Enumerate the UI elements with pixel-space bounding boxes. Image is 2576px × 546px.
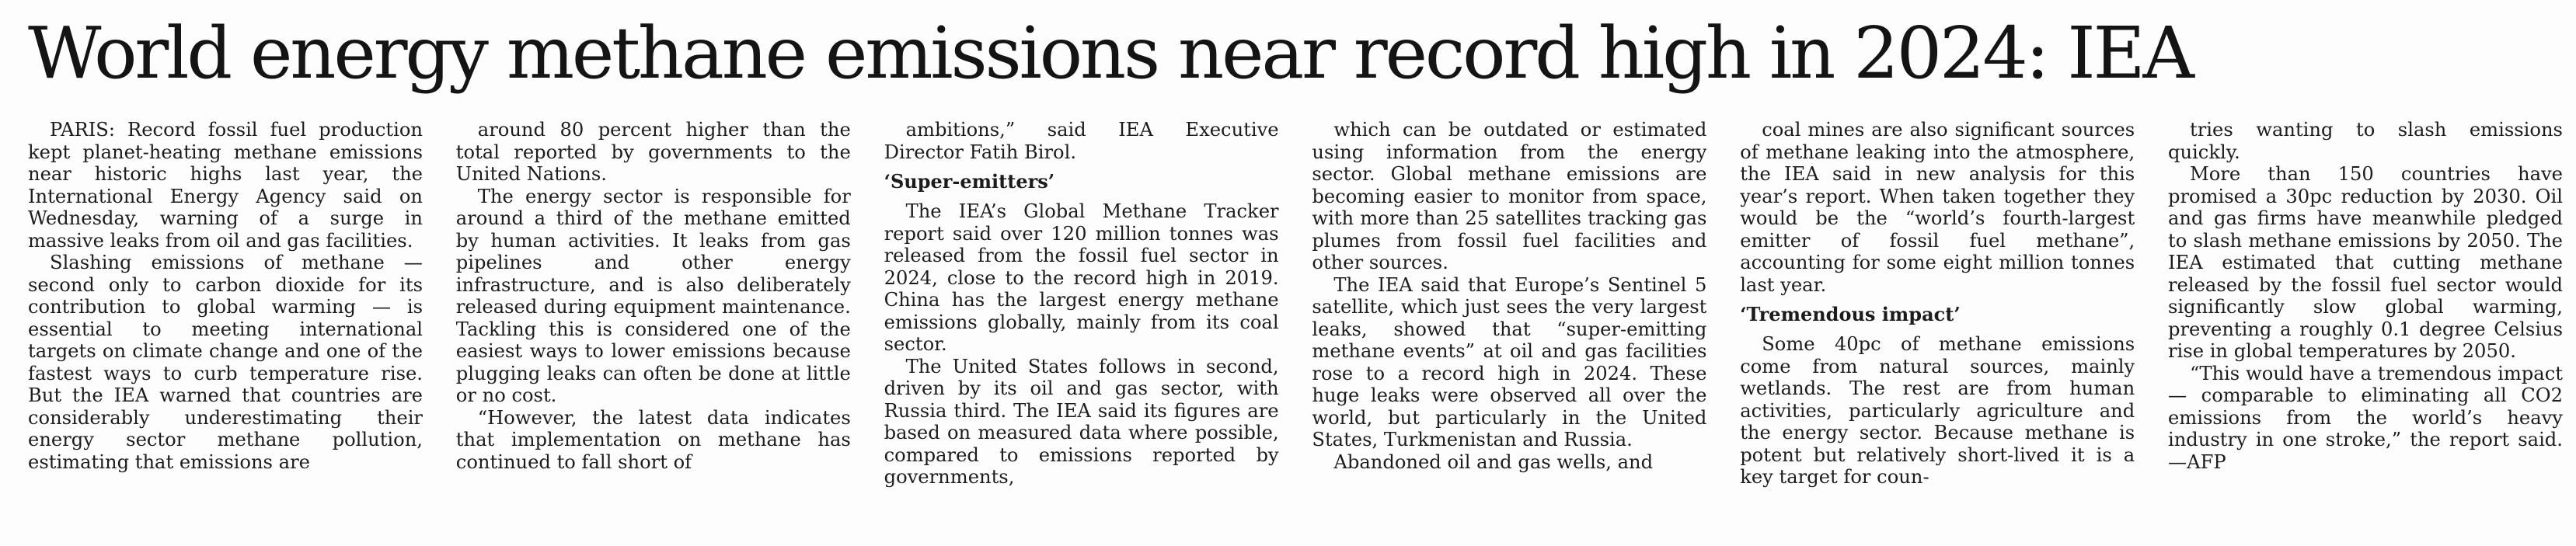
paragraph: Abandoned oil and gas wells, and bbox=[1333, 450, 1654, 473]
headline: World energy methane emissions near record high in 2024: IEA bbox=[28, 12, 2192, 95]
column-3 bbox=[884, 119, 1279, 544]
subheading: ‘Super-emitters’ bbox=[884, 170, 1055, 193]
paragraph: coal mines are also significant sources of methane leaking into the atmosphere, the IEA said in new analysis for this year’s report. When taken together they would be the “world’s fourth-largest emitter of fossil fuel methane”, accounting for some eight million tonnes last year. bbox=[1740, 119, 2135, 296]
column-5 bbox=[1740, 119, 2135, 544]
paragraph: Some 40pc of methane emissions come from natural sources, mainly wetlands. The rest are from human activities, particularly agriculture and the energy sector. Because methane is potent but relatively short-lived it is a key target for coun- bbox=[1740, 333, 2135, 488]
paragraph: which can be outdated or estimated using information from the energy sector. Global methane emissions are becoming easier to monitor from space, with more than 25 satellites tracking gas plumes from fossil fuel facilities and other sources. bbox=[1312, 119, 1707, 273]
subheading: ‘Tremendous impact’ bbox=[1740, 303, 1961, 325]
paragraph: The IEA said that Europe’s Sentinel 5 satellite, which just sees the very largest leaks, showed that “super-emitting methane events” at oil and gas facilities rose to a record high in 2024. These huge leaks were observed all over the world, but particularly in the United States, Turkmenistan and Russia. bbox=[1312, 273, 1707, 450]
paragraph: ambitions,” said IEA Executive Director Fatih Birol. bbox=[884, 119, 1279, 163]
paragraph: around 80 percent higher than the total reported by governments to the United Nations. bbox=[455, 119, 851, 185]
article-body bbox=[28, 119, 2563, 544]
paragraph: More than 150 countries have promised a 30pc reduction by 2030. Oil and gas firms have meanwhile pledged to slash methane emissions by 2050. The IEA estimated that cutting methane released by the fossil fuel sector would significantly slow global warming, preventing a roughly 0.1 degree Celsius rise in global temperatures by 2050. bbox=[2167, 163, 2563, 362]
paragraph: Slashing emissions of methane — second only to carbon dioxide for its contribution to global warming — is essential to meeting international targets on climate change and one of the fastest ways to curb temperature rise. But the IEA warned that countries are considerably underestimating their energy sector methane pollution, estimating that emissions are bbox=[28, 252, 423, 473]
paragraph: PARIS: Record fossil fuel production kept planet-heating methane emissions near historic highs last year, the International Energy Agency said on Wednesday, warning of a surge in massive leaks from oil and gas facilities. bbox=[28, 119, 423, 252]
paragraph: tries wanting to slash emissions quickly. bbox=[2167, 119, 2563, 163]
paragraph: The energy sector is responsible for around a third of the methane emitted by human activities. It leaks from gas pipelines and other energy infrastructure, and is also deliberately released during equipment maintenance. Tackling this is considered one of the easiest ways to lower emissions because plugging leaks can often be done at little or no cost. bbox=[455, 185, 851, 406]
paragraph: “However, the latest data indicates that implementation on methane has continued to fall short of bbox=[455, 406, 851, 473]
paragraph: The United States follows in second, driven by its oil and gas sector, with Russia third. The IEA said its figures are based on measured data where possible, compared to emissions reported by governments, bbox=[884, 355, 1279, 488]
paragraph: The IEA’s Global Methane Tracker report said over 120 million tonnes was released from the fossil fuel sector in 2024, close to the record high in 2019. China has the largest energy methane emissions globally, mainly from its coal sector. bbox=[884, 200, 1279, 355]
paragraph: “This would have a tremendous impact — comparable to eliminating all CO2 emissions from the world’s heavy industry in one stroke,” the report said.—AFP bbox=[2167, 362, 2563, 473]
column-4 bbox=[1312, 119, 1706, 544]
column-6 bbox=[2168, 119, 2563, 544]
column-2 bbox=[456, 119, 851, 544]
column-1 bbox=[28, 119, 423, 544]
